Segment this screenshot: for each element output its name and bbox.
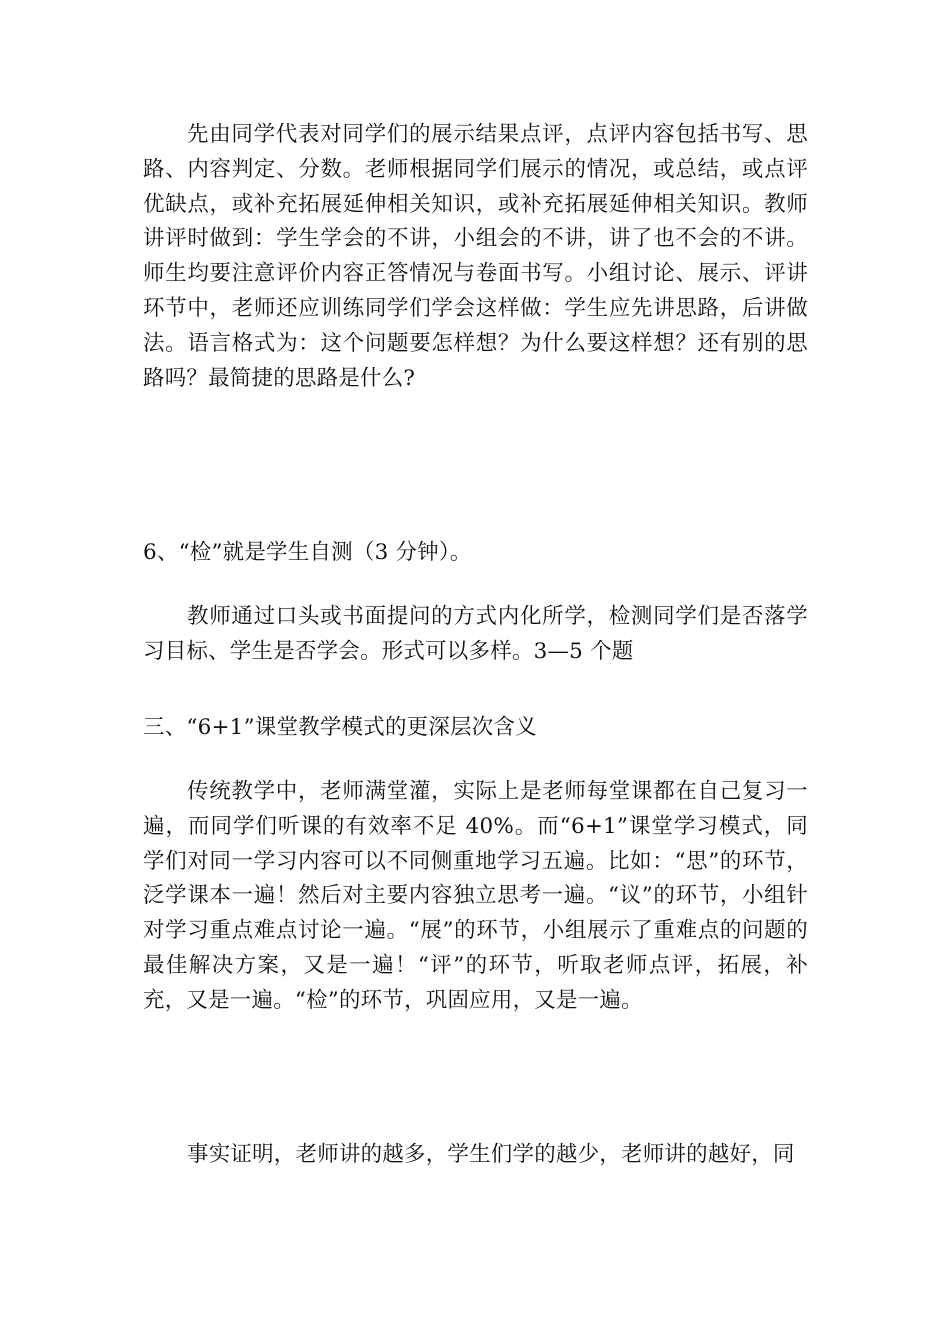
heading-section-three: 三、“6+1”课堂教学模式的更深层次含义 xyxy=(143,715,537,740)
paragraph-traditional-teaching: 传统教学中，老师满堂灌，实际上是老师每堂课都在自己复习一遍，而同学们听课的有效率不足 40%。而“6+1”课堂学习模式，同学们对同一学习内容可以不同侧重地学习五遍。比如：“思”的环节，泛学课本一遍！然后对主要内容独立思考一遍。“议”的环节，小组针对学习重点难点讨论一遍。“展”的环节，小组展示了重难点的问题的最佳解决方案，又是一遍！“评”的环节，听取老师点评，拓展，补充，又是一遍。“检”的环节，巩固应用，又是一遍。 xyxy=(143,779,808,1013)
paragraph-self-test: 教师通过口头或书面提问的方式内化所学，检测同学们是否落学习目标、学生是否学会。形式可以多样。3—5 个题 xyxy=(143,604,808,664)
heading-self-test: 6、“检”就是学生自测（3 分钟）。 xyxy=(143,540,472,565)
paragraph-facts: 事实证明，老师讲的越多，学生们学的越少，老师讲的越好，同 xyxy=(187,1142,795,1167)
paragraph-review: 先由同学代表对同学们的展示结果点评，点评内容包括书写、思路、内容判定、分数。老师根据同学们展示的情况，或总结，或点评优缺点，或补充拓展延伸相关知识，或补充拓展延伸相关知识。教师讲评时做到：学生学会的不讲，小组会的不讲，讲了也不会的不讲。师生均要注意评价内容正答情况与卷面书写。小组讨论、展示、评讲环节中，老师还应训练同学们学会这样做：学生应先讲思路，后讲做法。语言格式为：这个问题要怎样想？为什么要这样想？还有别的思路吗？最简捷的思路是什么? xyxy=(143,122,808,391)
